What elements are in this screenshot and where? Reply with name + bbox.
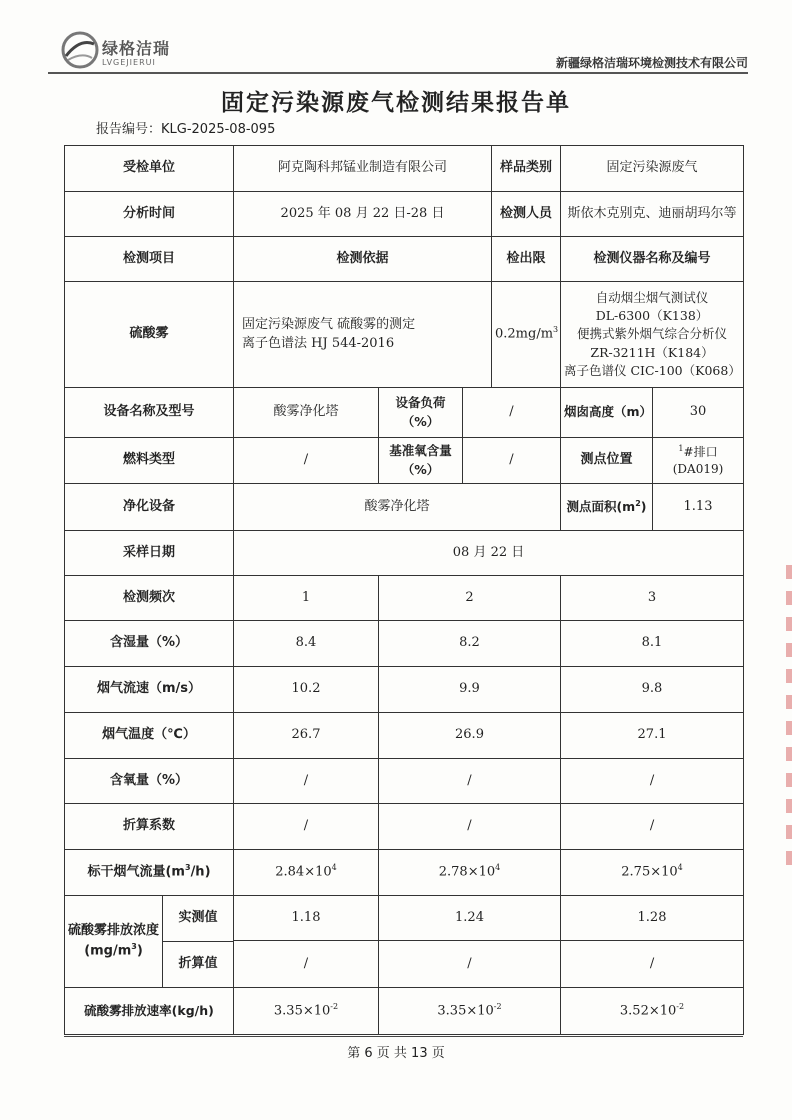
conc-label-text: 硫酸雾排放浓度(mg/m: [67, 922, 159, 959]
sampling-date-value: 08 月 22 日: [234, 531, 744, 576]
table-row: [65, 146, 744, 192]
unit-value: 阿克陶科邦锰业制造有限公司: [234, 146, 492, 192]
factor-label: 折算系数: [65, 804, 234, 850]
point-line: (DA019): [672, 462, 724, 476]
purify-value: 酸雾净化塔: [234, 484, 561, 531]
page-number: 第 6 页 共 13 页: [347, 1046, 445, 1061]
rate-3: [561, 988, 744, 1035]
flow-label-text: /h): [190, 864, 211, 880]
table-row: [65, 988, 744, 1035]
sample-type-value: 固定污染源废气: [561, 146, 744, 192]
concentration-label: [65, 896, 163, 987]
instrument-label: 检测仪器名称及编号: [561, 237, 744, 282]
company-name: 新疆绿格洁瑞环境检测技术有限公司: [555, 56, 748, 70]
load-label: 设备负荷（%）: [379, 388, 463, 438]
flow-3: [561, 850, 744, 896]
instrument-line: ZR-3211H（K184）: [590, 344, 714, 360]
table-row: [65, 621, 744, 667]
concentration-label-cell: [65, 896, 234, 988]
footer-divider: [64, 1036, 743, 1037]
flow-mantissa: 2.84×10: [275, 864, 332, 880]
company-logo: [60, 30, 190, 76]
table-row: [65, 237, 744, 282]
oxygen-2: /: [379, 759, 561, 804]
instrument-line: 便携式紫外烟气综合分析仪: [577, 326, 728, 342]
table-row: [65, 388, 744, 438]
freq-2: 2: [379, 576, 561, 621]
instrument-line: 离子色谱仪 CIC-100（K068）: [564, 362, 741, 378]
table-row: [65, 713, 744, 759]
table-row: [65, 759, 744, 804]
item-value: 硫酸雾: [65, 282, 234, 388]
factor-2: /: [379, 804, 561, 850]
instrument-line: DL-6300（K138）: [595, 308, 709, 324]
rate-exponent: -2: [676, 1001, 685, 1011]
limit-number: 0.2mg/m: [495, 326, 554, 342]
oxygen-base-value: /: [463, 438, 561, 484]
basis-label: 检测依据: [234, 237, 492, 282]
point-label: 测点位置: [561, 438, 653, 484]
velocity-label: 烟气流速（m/s）: [65, 667, 234, 713]
oxygen-3: /: [561, 759, 744, 804]
stack-height-value: 30: [653, 388, 744, 438]
point-line: #排口: [683, 444, 718, 459]
velocity-1: 10.2: [234, 667, 379, 713]
area-label-text: 测点面积(m: [566, 499, 636, 515]
table-row: [65, 850, 744, 896]
stack-height-label: 烟囱高度（m）: [561, 388, 653, 438]
point-sup: 1: [678, 443, 684, 453]
temperature-2: 26.9: [379, 713, 561, 759]
logo-english-text: LVGEJIERUI: [102, 58, 156, 67]
flow-mantissa: 2.75×10: [621, 864, 678, 880]
fuel-value: /: [234, 438, 379, 484]
converted-label: 折算值: [178, 956, 218, 972]
flow-exponent: 4: [495, 863, 501, 873]
area-label-sup: 2: [635, 498, 641, 508]
temperature-3: 27.1: [561, 713, 744, 759]
logo-swirl-icon: [60, 30, 100, 70]
flow-1: [234, 850, 379, 896]
table-row: [65, 282, 744, 388]
table-row: [65, 667, 744, 713]
converted-2: /: [379, 941, 561, 988]
load-value: /: [463, 388, 561, 438]
table-row: [65, 804, 744, 850]
humidity-1: 8.4: [234, 621, 379, 667]
oxygen-base-label: 基准氧含量（%）: [379, 438, 463, 484]
measured-1: 1.18: [234, 896, 379, 941]
sampling-date-label: 采样日期: [65, 531, 234, 576]
flow-2: [379, 850, 561, 896]
table-row: [65, 438, 744, 484]
flow-label: [65, 850, 234, 896]
flow-label-sup: 3: [184, 863, 191, 873]
area-value: 1.13: [653, 484, 744, 531]
freq-label: 检测频次: [65, 576, 234, 621]
report-number: 报告编号：KLG-2025-08-095: [96, 122, 276, 137]
table-row: [65, 531, 744, 576]
freq-1: 1: [234, 576, 379, 621]
table-row: [65, 896, 744, 941]
results-table: [64, 145, 744, 1035]
device-label: 设备名称及型号: [65, 388, 234, 438]
conc-label-text: ): [136, 943, 143, 959]
rate-mantissa: 3.35×10: [273, 1003, 331, 1019]
converted-3: /: [561, 941, 744, 988]
fuel-label: 燃料类型: [65, 438, 234, 484]
table-row: [65, 192, 744, 237]
instrument-value: [561, 282, 744, 388]
point-value: [653, 438, 744, 484]
flow-exponent: 4: [677, 863, 683, 873]
item-label: 检测项目: [65, 237, 234, 282]
analysis-time-value: 2025 年 08 月 22 日-28 日: [234, 192, 492, 237]
humidity-label: 含湿量（%）: [65, 621, 234, 667]
inspector-value: 斯依木克别克、迪丽胡玛尔等: [561, 192, 744, 237]
device-value: 酸雾净化塔: [234, 388, 379, 438]
factor-3: /: [561, 804, 744, 850]
measured-label: 实测值: [163, 896, 233, 942]
limit-label: 检出限: [492, 237, 561, 282]
humidity-2: 8.2: [379, 621, 561, 667]
rate-label: 硫酸雾排放速率(kg/h): [65, 988, 234, 1035]
measured-3: 1.28: [561, 896, 744, 941]
purify-label: 净化设备: [65, 484, 234, 531]
converted-1: /: [234, 941, 379, 988]
logo-chinese-text: 绿格洁瑞: [102, 39, 171, 58]
conc-label-sup: 3: [131, 942, 137, 952]
report-title: 固定污染源废气检测结果报告单: [221, 89, 571, 116]
freq-3: 3: [561, 576, 744, 621]
limit-unit-sup: 3: [553, 325, 559, 335]
limit-value: [492, 282, 561, 388]
rate-exponent: -2: [493, 1001, 502, 1011]
unit-label: 受检单位: [65, 146, 234, 192]
oxygen-label: 含氧量（%）: [65, 759, 234, 804]
area-label-text: ): [640, 499, 647, 515]
rate-2: [379, 988, 561, 1035]
velocity-2: 9.9: [379, 667, 561, 713]
analysis-time-label: 分析时间: [65, 192, 234, 237]
table-row: [65, 576, 744, 621]
factor-1: /: [234, 804, 379, 850]
oxygen-1: /: [234, 759, 379, 804]
rate-mantissa: 3.35×10: [437, 1003, 494, 1019]
header-divider: [48, 72, 748, 74]
area-label: [561, 484, 653, 531]
measured-2: 1.24: [379, 896, 561, 941]
sample-type-label: 样品类别: [492, 146, 561, 192]
inspector-label: 检测人员: [492, 192, 561, 237]
temperature-label: 烟气温度（℃）: [65, 713, 234, 759]
rate-mantissa: 3.52×10: [619, 1003, 677, 1019]
basis-line: 离子色谱法 HJ 544-2016: [242, 335, 395, 351]
basis-line: 固定污染源废气 硫酸雾的测定: [242, 316, 416, 332]
flow-mantissa: 2.78×10: [438, 864, 496, 880]
basis-value: [234, 282, 492, 388]
rate-1: [234, 988, 379, 1035]
rate-exponent: -2: [330, 1001, 339, 1011]
humidity-3: 8.1: [561, 621, 744, 667]
table-row: [65, 484, 744, 531]
velocity-3: 9.8: [561, 667, 744, 713]
flow-exponent: 4: [331, 863, 337, 873]
temperature-1: 26.7: [234, 713, 379, 759]
seal-stamp-edge: [786, 565, 792, 865]
flow-label-text: 标干烟气流量(m: [87, 864, 185, 880]
instrument-line: 自动烟尘烟气测试仪: [595, 290, 709, 306]
